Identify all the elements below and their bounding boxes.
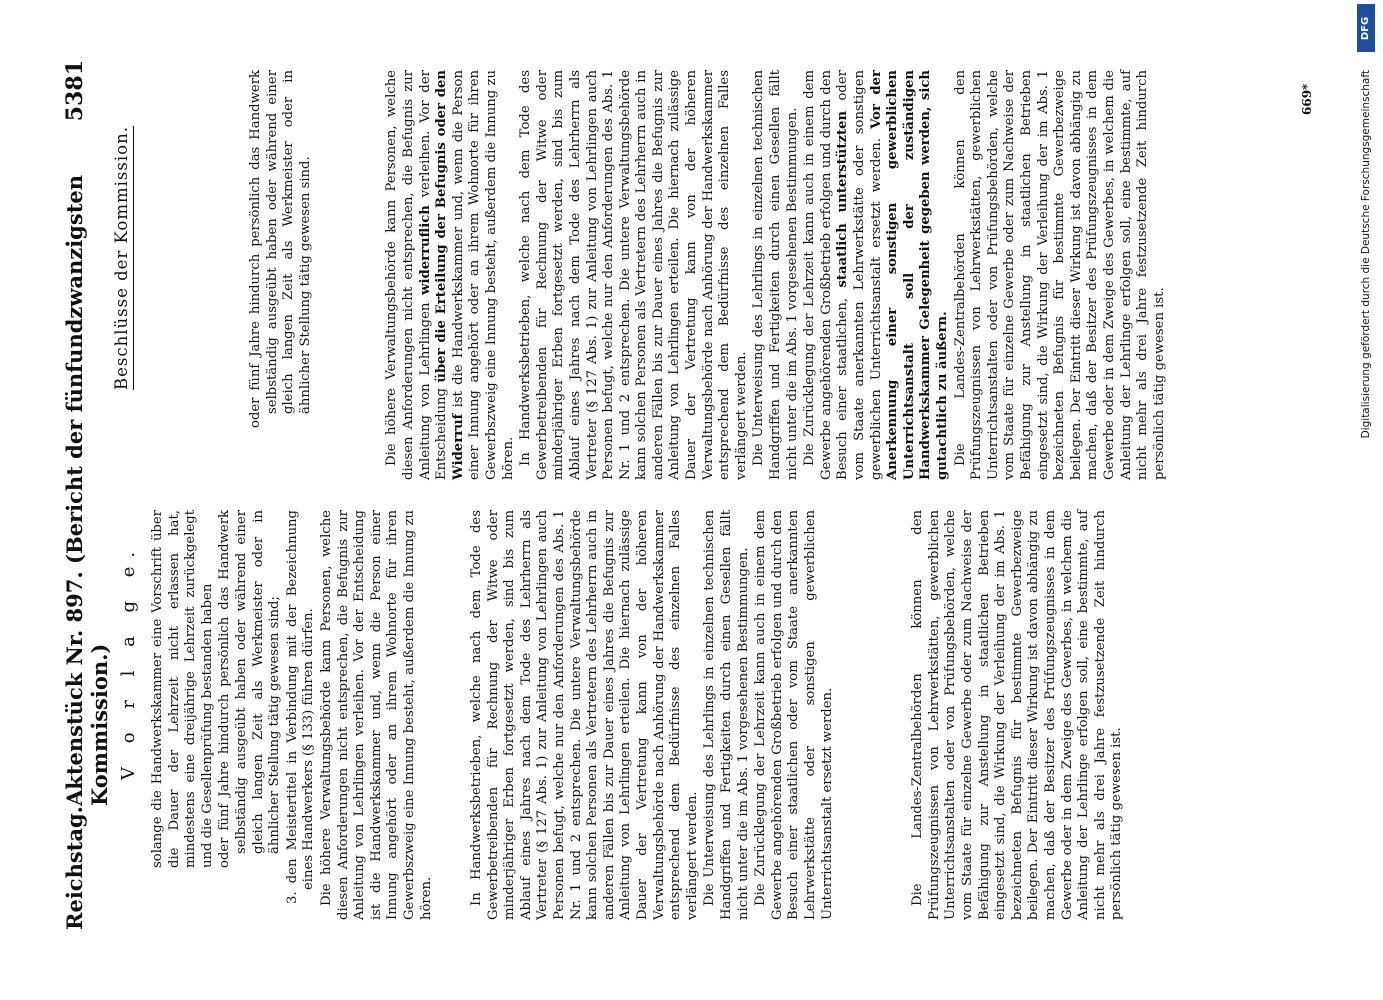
bold-text: über die Erteilung der Befugnis oder den Widerruf	[434, 69, 466, 480]
bold-text: widerruflich	[417, 205, 433, 295]
left-paragraph: oder fünf Jahre hindurch persönlich das Handwerk selbständig ausgeübt haben oder während einer gleich langen Zeit als Werkmeister oder in ähnlicher Stellung tätig gewesen sind;	[217, 510, 283, 868]
right-column-title: Beschlüsse der Kommission.	[112, 126, 131, 390]
left-paragraph: Die Zurücklegung der Lehrzeit kann auch in einem dem Gewerbe angehörenden Großbetrieb erfolgen und durch den Besuch einer staatlichen oder vom Staate anerkannten Lehrwerkstätte oder sonstigen gewerblichen Unterrichtsanstalt ersetzt werden.	[753, 510, 835, 920]
text-run: Die Zurücklegung der Lehrzeit kann auch in einem dem Gewerbe angehörenden Großbetrieb erfolgen und durch den Besuch einer staatlichen,	[802, 70, 851, 480]
right-paragraph-widerruf	[384, 70, 517, 480]
header-center: Aktenstück Nr. 897. (Bericht der fünfundzwanzigsten Kommission.)	[62, 174, 112, 807]
bold-text: Vor der Anerkennung einer sonstigen gewerblichen Unterrichtsanstalt soll der zuständigen Handwerkskammer Gelegenheit gegeben werden, sich gutachtlich zu äußern.	[868, 70, 950, 480]
right-column	[248, 70, 1169, 480]
left-column-title: V o r l a g e.	[118, 542, 139, 780]
text-run: oder vom Staate anerkannten Lehrwerkstätte oder sonstigen gewerblichen Unterrichtsanstalt ersetzt werden.	[835, 70, 884, 480]
left-paragraph: Die höhere Verwaltungsbehörde kann Personen, welche diesen Anforderungen nicht entsprechen, die Befugnis zur Anleitung von Lehrlingen verleihen. Vor der Entscheidung ist die Handwerkskammer und, wenn die Person einer Innung angehört oder an ihrem Wohnorte für ihren Gewerbszweig eine Innung besteht, außerdem die Innung zu hören.	[318, 510, 434, 920]
right-paragraph: Die Unterweisung des Lehrlings in einzelnen technischen Handgriffen und Fertigkeiten durch einen Gesellen fällt nicht unter die im Abs. 1 vorgesehenen Bestimmungen.	[751, 70, 800, 480]
text-run: ist die Handwerkskammer und, wenn die Person einer Innung angehört oder an ihrem Wohnorte für ihren Gewerbszweig eine Innung besteht, außerdem die Innung zu hören.	[450, 70, 516, 480]
right-paragraph-anerkennung	[802, 70, 951, 480]
signature-mark: 669*	[1300, 83, 1314, 115]
right-paragraph: In Handwerksbetrieben, welche nach dem Tode des Gewerbetreibenden für Rechnung der Witwe oder minderjähriger Erben fortgesetzt werden, sind bis zum Ablauf eines Jahres nach dem Tode des Lehrherrn als Vertreter (§ 127 Abs. 1) zur Anleitung von Lehrlingen auch Personen befugt, welche nur den Anforderungen des Abs. 1 Nr. 1 und 2 entsprechen. Die untere Verwaltungsbehörde kann solchen Personen als Vertretern des Lehrherrn auch in anderen Fällen bis zur Dauer eines Jahres die Befugnis zur Anleitung von Lehrlingen erteilen. Die hiernach zulässige Dauer der Vertretung kann von der höheren Verwaltungsbehörde nach Anhörung der Handwerkskammer entsprechend dem Bedürfnisse des einzelnen Falles verlängert werden.	[518, 70, 749, 480]
dfg-logo-text: DFG	[1360, 16, 1372, 40]
right-paragraph: oder fünf Jahre hindurch persönlich das Handwerk selbständig ausgeübt haben oder während einer gleich langen Zeit als Werkmeister oder in ähnlicher Stellung tätig gewesen sind.	[248, 70, 313, 428]
text-run: Die höhere Verwaltungsbehörde kann Personen, welche diesen Anforderungen nicht entsprechen, die Befugnis zur Anleitung von Lehrlingen	[384, 70, 433, 480]
header-left: Reichstag.	[62, 806, 87, 930]
stamp-text: Digitalisierung gefördert durch die Deutsche Forschungsgemeinschaft	[1360, 70, 1372, 439]
text-run: verleihen. Vor der Entscheidung	[417, 70, 450, 480]
bold-text: staatlich unterstützten	[835, 110, 851, 288]
left-column	[150, 510, 1127, 920]
page-header	[62, 60, 112, 930]
left-paragraph: In Handwerksbetrieben, welche nach dem Tode des Gewerbetreibenden für Rechnung der Witwe oder minderjähriger Erben fortgesetzt werden, sind bis zum Ablauf eines Jahres nach dem Tode des Lehrherrn als Vertreter (§ 127 Abs. 1) zur Anleitung von Lehrlingen auch Personen befugt, welche nur den Anforderungen des Abs. 1 Nr. 1 und 2 entsprechen. Die untere Verwaltungsbehörde kann solchen Personen als Vertretern des Lehrherrn auch in anderen Fällen bis zur Dauer eines Jahres die Befugnis zur Anleitung von Lehrlingen erteilen. Die hiernach zulässige Dauer der Vertretung kann von der höheren Verwaltungsbehörde nach Anhörung der Handwerkskammer entsprechend dem Bedürfnisse des einzelnen Falles verlängert werden.	[469, 510, 700, 920]
right-paragraph: Die Landes-Zentralbehörden können den Prüfungszeugnissen von Lehrwerkstätten, gewerblichen Unterrichtsanstalten oder von Prüfungsbehörden, welche vom Staate für einzelne Gewerbe oder zum Nachweise der Befähigung zur Anstellung in staatlichen Betrieben eingesetzt sind, die Wirkung der Verleihung der im Abs. 1 bezeichneten Befugnis für bestimmte Gewerbezweige beilegen. Der Eintritt dieser Wirkung ist davon abhängig zu machen, daß der Besitzer des Prüfungszeugnisses in dem Gewerbe oder in dem Zweige des Gewerbes, in welchem die Anleitung der Lehrlinge erfolgen soll, eine bestimmte, auf nicht mehr als drei Jahre festzusetzende Zeit hindurch persönlich tätig gewesen ist.	[952, 70, 1167, 480]
page-number: 5381	[62, 60, 88, 122]
left-paragraph: solange die Handwerkskammer eine Vorschrift über die Dauer der Lehrzeit nicht erlassen hat, mindestens eine dreijährige Lehrzeit zurückgelegt und die Gesellenprüfung bestanden haben	[150, 510, 215, 868]
left-paragraph: 3. den Meistertitel in Verbindung mit der Bezeichnung eines Handwerkers (§ 133) führen dürfen.	[284, 510, 317, 904]
digitization-stamp	[1355, 0, 1377, 1000]
left-paragraph: Die Landes-Zentralbehörden können den Prüfungszeugnissen von Lehrwerkstätten, gewerblichen Unterrichtsanstalten oder von Prüfungsbehörden, welche vom Staate für einzelne Gewerbe oder zum Nachweise der Befähigung zur Anstellung in staatlichen Betrieben eingesetzt sind, die Wirkung der Verleihung der im Abs. 1 bezeichneten Befugnis für bestimmte Gewerbezweige beilegen. Der Eintritt dieser Wirkung ist davon abhängig zu machen, daß der Besitzer des Prüfungszeugnisses in dem Gewerbe oder in dem Zweige des Gewerbes, in welchem die Anleitung der Lehrlinge erfolgen soll, eine bestimmte, auf nicht mehr als drei Jahre festzusetzende Zeit hindurch persönlich tätig gewesen ist.	[910, 510, 1125, 920]
left-paragraph: Die Unterweisung des Lehrlings in einzelnen technischen Handgriffen und Fertigkeiten durch einen Gesellen fällt nicht unter die im Abs. 1 vorgesehenen Bestimmungen.	[702, 510, 751, 920]
